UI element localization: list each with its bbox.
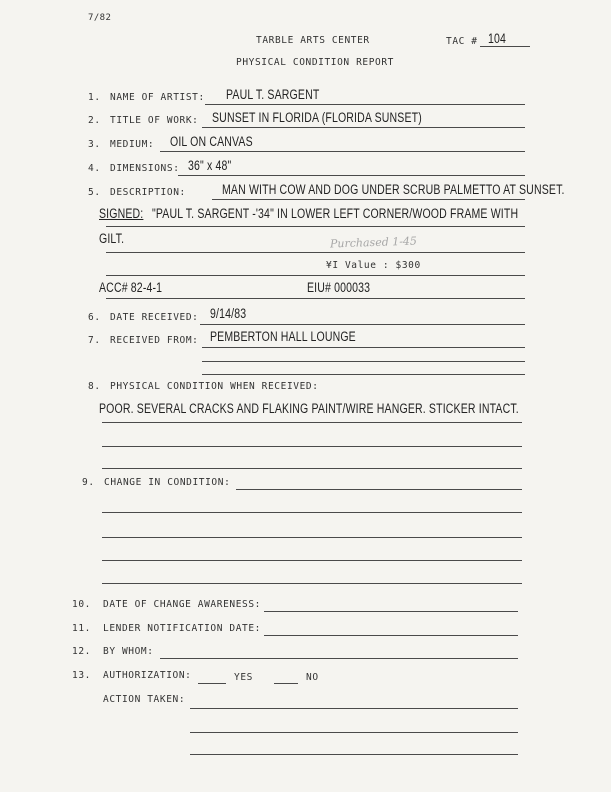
description-rule-1 [212,199,525,200]
authorization-yes: YES [234,672,253,683]
field-num-2: 2. [88,115,101,126]
artist-label: NAME OF ARTIST: [110,92,205,103]
field-num-13: 13. [72,670,91,681]
field-num-8: 8. [88,381,101,392]
title-label: TITLE OF WORK: [110,115,199,126]
field-num-12: 12. [72,646,91,657]
change-line-4[interactable] [102,560,522,561]
field-num-11: 11. [72,623,91,634]
artist-line [205,104,525,105]
medium-line [160,151,525,152]
condition-line-3 [102,468,522,469]
authorization-yes-box[interactable] [198,683,226,684]
description-rule-5 [106,298,525,299]
dimensions-line [178,175,525,176]
date-received-value[interactable]: 9/14/83 [210,306,247,321]
action-line-1[interactable] [190,708,518,709]
description-line-1[interactable]: MAN WITH COW AND DOG UNDER SCRUB PALMETTO AT SUNSET. [222,182,565,197]
authorization-label: AUTHORIZATION: [103,670,192,681]
org-name: TARBLE ARTS CENTER [256,35,370,46]
title-line [202,127,525,128]
field-num-3: 3. [88,139,101,150]
medium-label: MEDIUM: [110,139,155,150]
description-rule-3 [106,252,525,253]
condition-received-label: PHYSICAL CONDITION WHEN RECEIVED: [110,381,319,392]
signed-label: SIGNED: [99,206,144,221]
pencil-note: Purchased 1-45 [329,234,418,251]
description-line-3[interactable]: GILT. [99,231,125,246]
date-change-line[interactable] [264,611,518,612]
received-from-line-1 [202,347,525,348]
authorization-no-box[interactable] [274,683,298,684]
action-line-3[interactable] [190,754,518,755]
tac-underline [480,46,530,47]
field-num-4: 4. [88,163,101,174]
condition-line-1 [102,422,522,423]
title-value[interactable]: SUNSET IN FLORIDA (FLORIDA SUNSET) [212,110,422,125]
value-note: ¥I Value : $300 [326,260,421,271]
field-num-5: 5. [88,187,101,198]
by-whom-line[interactable] [160,658,518,659]
condition-received-value[interactable]: POOR. SEVERAL CRACKS AND FLAKING PAINT/WIRE HANGER. STICKER INTACT. [99,401,519,416]
report-title: PHYSICAL CONDITION REPORT [236,57,394,68]
change-line-3[interactable] [102,537,522,538]
received-from-line-2 [202,361,525,362]
condition-line-2 [102,446,522,447]
date-received-label: DATE RECEIVED: [110,312,199,323]
dimensions-value[interactable]: 36" x 48" [188,158,232,173]
field-num-1: 1. [88,92,101,103]
by-whom-label: BY WHOM: [103,646,154,657]
field-num-10: 10. [72,599,91,610]
received-from-line-3 [202,374,525,375]
change-line-5[interactable] [102,583,522,584]
change-line-1[interactable] [236,489,522,490]
field-num-7: 7. [88,335,101,346]
description-rule-4 [106,275,525,276]
action-line-2[interactable] [190,732,518,733]
change-condition-label: CHANGE IN CONDITION: [104,477,231,488]
acc-number: ACC# 82-4-1 [99,280,163,295]
description-label: DESCRIPTION: [110,187,186,198]
medium-value[interactable]: OIL ON CANVAS [170,134,253,149]
artist-value[interactable]: PAUL T. SARGENT [226,87,320,102]
description-line-2[interactable]: "PAUL T. SARGENT -'34" IN LOWER LEFT CORNER/WOOD FRAME WITH [152,206,519,221]
field-num-6: 6. [88,312,101,323]
field-num-9: 9. [82,477,95,488]
date-change-label: DATE OF CHANGE AWARENESS: [103,599,261,610]
date-received-line [200,324,525,325]
eiu-number: EIU# 000033 [307,280,371,295]
lender-date-line[interactable] [264,635,518,636]
authorization-no: NO [306,672,319,683]
received-from-value[interactable]: PEMBERTON HALL LOUNGE [210,329,356,344]
tac-number: 104 [488,31,507,46]
dimensions-label: DIMENSIONS: [110,163,180,174]
change-line-2[interactable] [102,512,522,513]
action-taken-label: ACTION TAKEN: [103,694,186,705]
lender-date-label: LENDER NOTIFICATION DATE: [103,623,261,634]
form-date: 7/82 [88,13,112,23]
description-rule-2 [106,226,525,227]
tac-label: TAC # [446,36,478,47]
received-from-label: RECEIVED FROM: [110,335,199,346]
